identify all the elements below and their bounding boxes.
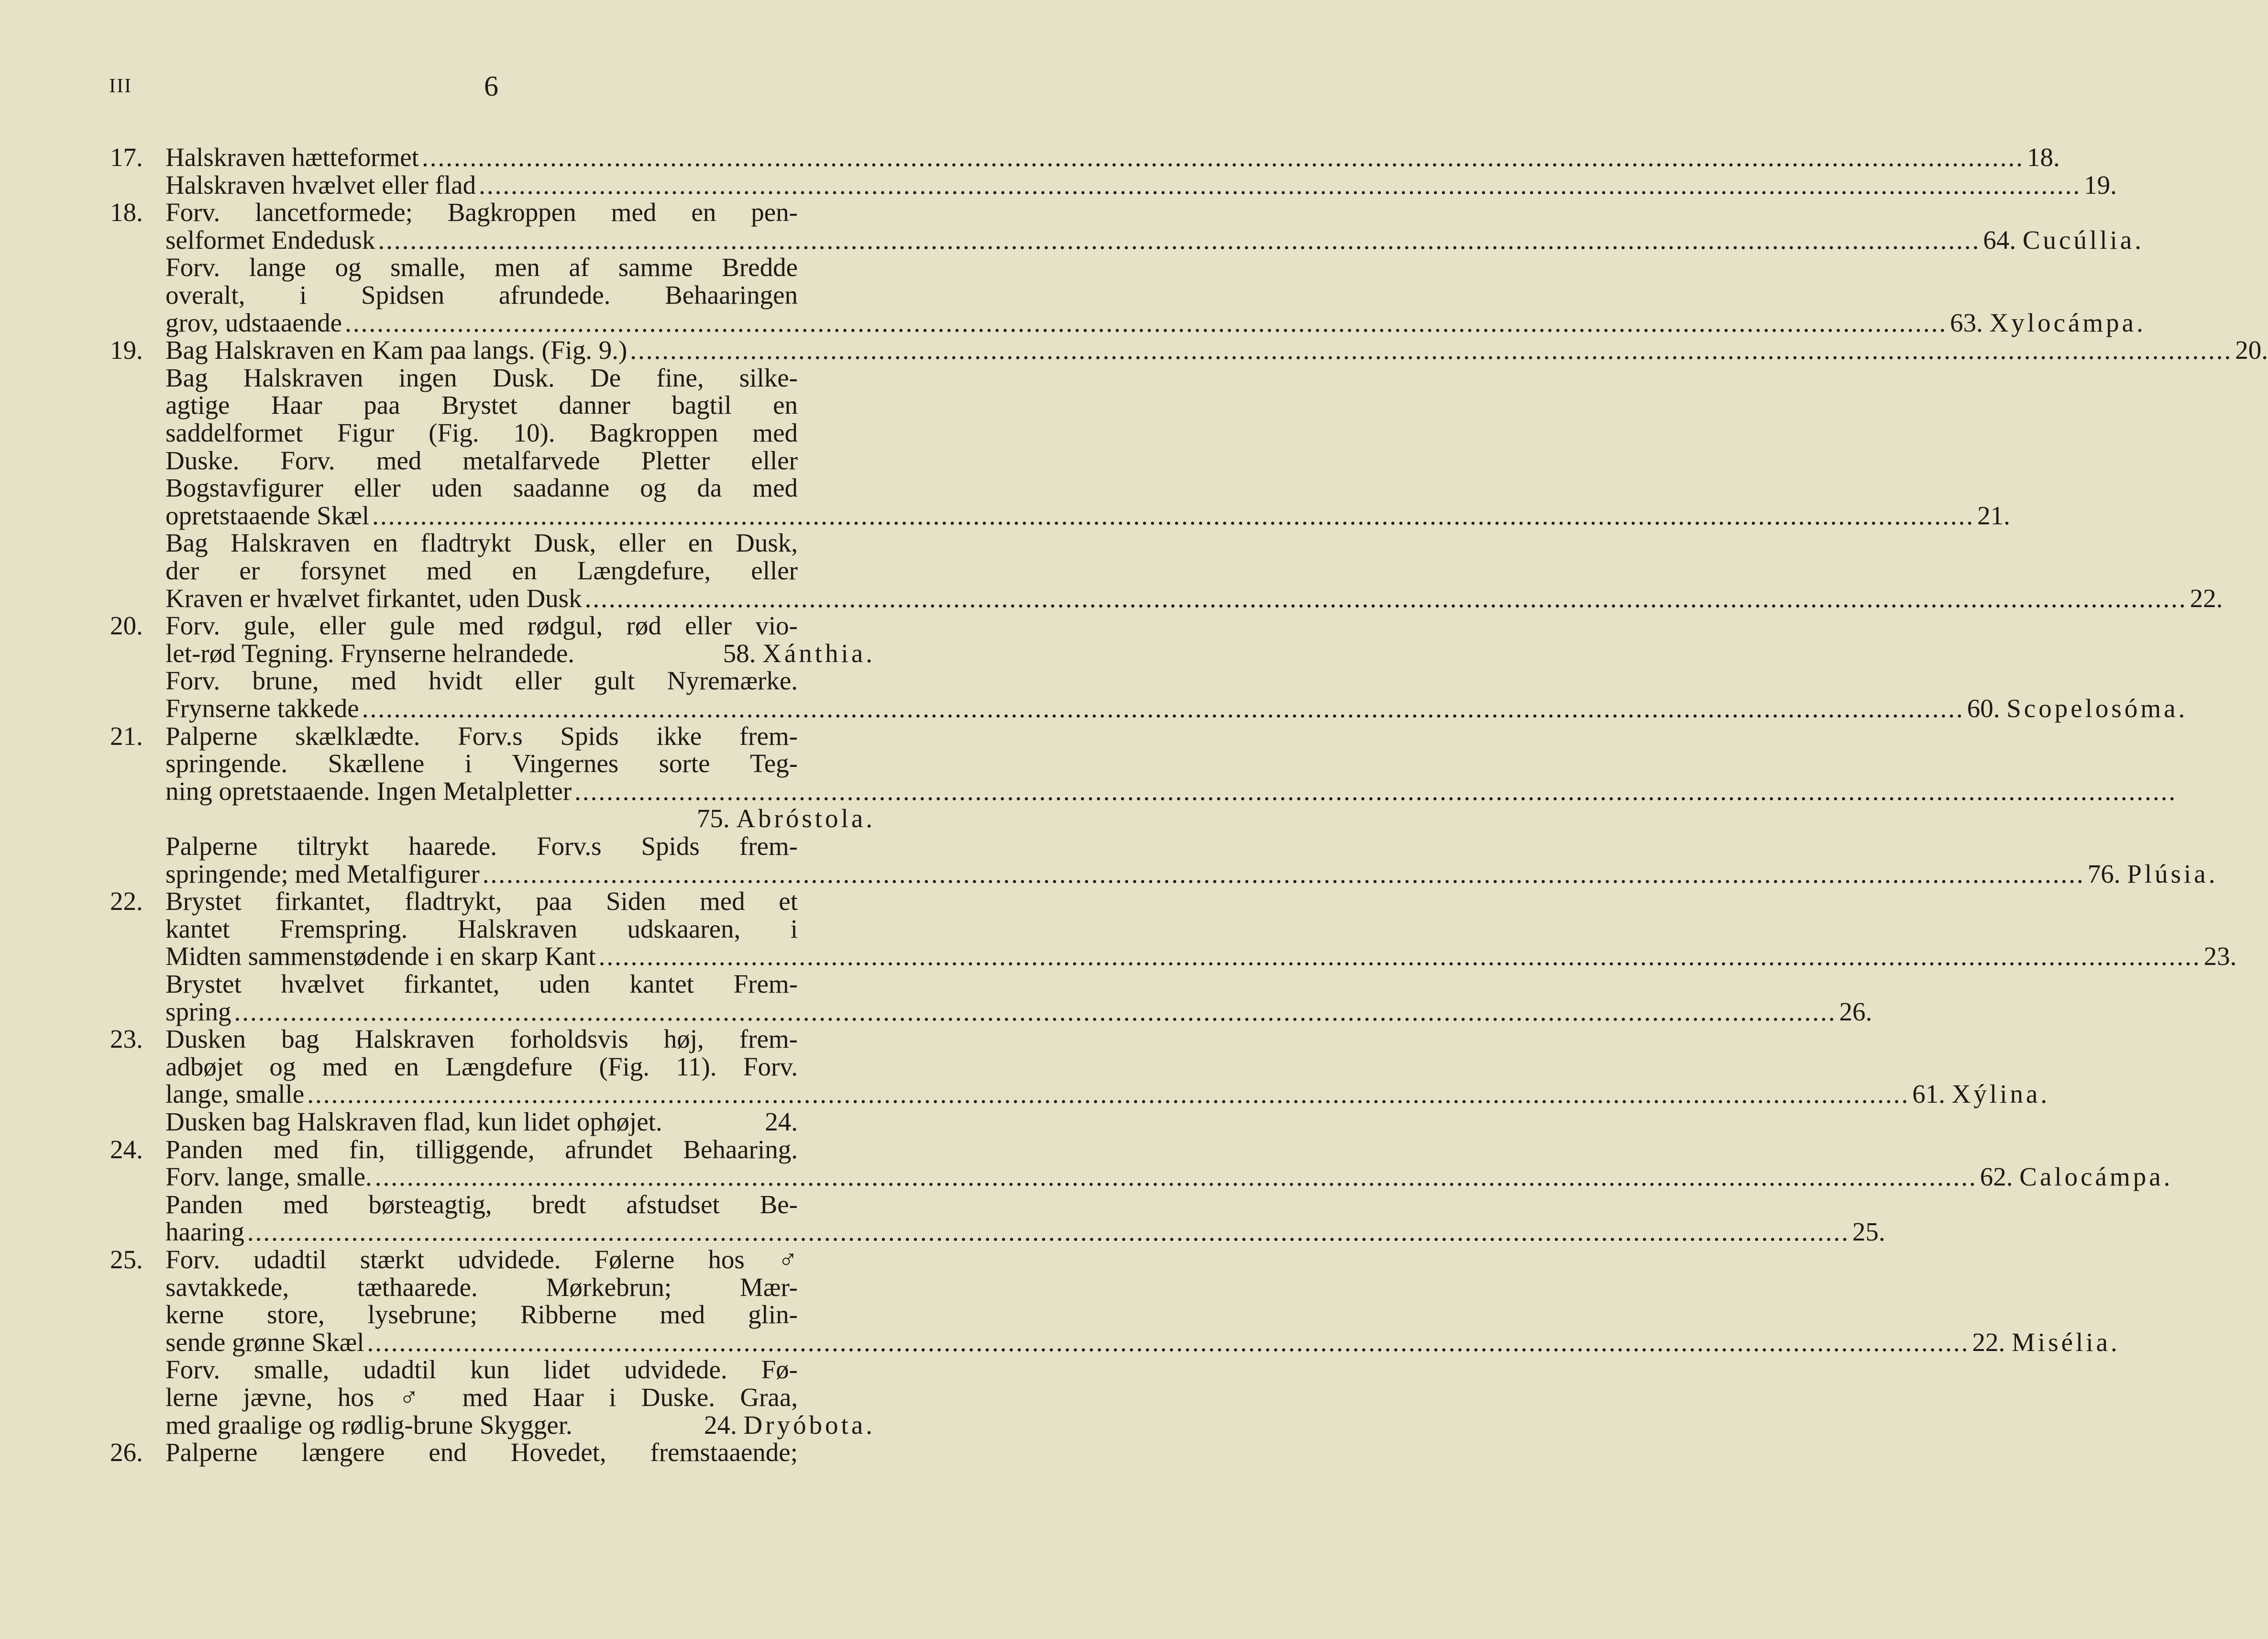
line-text: Panden med fin, tilliggende, afrundet Behaaring. <box>165 1135 798 1164</box>
key-line <box>165 805 875 832</box>
line-text: Forv. lange og smalle, men af samme Bredde <box>165 253 798 282</box>
key-line <box>165 1356 798 1384</box>
genus-name: Misélia. <box>2012 1328 2120 1357</box>
line-text: lange, smalle <box>165 1079 305 1108</box>
line-text: Bag Halskraven en fladtrykt Dusk, eller en Dusk, <box>165 528 798 557</box>
reference-number: 61. <box>1912 1079 1945 1108</box>
key-line <box>165 143 2060 172</box>
reference-number: 58. <box>723 639 756 668</box>
key-line <box>165 308 2146 337</box>
key-line <box>165 1053 798 1081</box>
line-text: let-rød Tegning. Frynserne helrandede. <box>165 639 574 668</box>
line-text: Dusken bag Halskraven forholdsvis høj, frem- <box>165 1024 798 1053</box>
line-text: Palperne skælklædte. Forv.s Spids ikke frem- <box>165 721 798 751</box>
key-line <box>165 750 798 777</box>
key-line <box>165 1079 2050 1108</box>
couplet-number: 23. <box>110 1024 143 1053</box>
line-text: der er forsynet med en Længdefure, eller <box>165 556 798 585</box>
key-line <box>165 859 2218 888</box>
couplet-number: 25. <box>110 1245 143 1274</box>
dot-leader: ........................................................................................................................................................................................................ <box>234 997 1837 1026</box>
key-line <box>165 915 798 943</box>
line-text: Forv. gule, eller gule med rødgul, rød eller vio- <box>165 611 798 640</box>
couplet-number: 19. <box>110 335 143 365</box>
reference-number: 22. <box>2190 584 2223 613</box>
reference-number: 63. <box>1950 308 1983 337</box>
line-text: Frynserne takkede <box>165 694 359 723</box>
key-line <box>165 254 798 281</box>
couplet-number: 18. <box>110 198 143 227</box>
key-line <box>165 612 798 640</box>
key-line <box>165 501 2010 530</box>
key-line <box>165 364 798 392</box>
key-line <box>165 694 2188 723</box>
line-text: ning opretstaaende. Ingen Metalpletter <box>165 776 572 806</box>
key-line <box>165 1328 2120 1357</box>
dot-leader: ........................................................................................................................................................................................................ <box>367 1328 1970 1357</box>
key-line <box>165 281 798 309</box>
key-line <box>165 1384 798 1411</box>
genus-name: Xánthia. <box>762 639 875 668</box>
key-line <box>165 225 2144 255</box>
line-text: Panden med børsteagtig, bredt afstudset Be- <box>165 1190 798 1219</box>
line-text: Palperne tiltrykt haarede. Forv.s Spids frem- <box>165 831 798 861</box>
key-line <box>165 1274 798 1301</box>
reference-number: 64. <box>1983 225 2016 255</box>
reference-number: 26. <box>1839 997 1872 1026</box>
key-line <box>165 1301 798 1329</box>
reference-number: 23. <box>2203 941 2237 971</box>
line-text: haaring <box>165 1217 244 1246</box>
couplet-number: 21. <box>110 721 143 751</box>
reference-number: 76. <box>2087 859 2121 888</box>
genus-name: Cucúllia. <box>2022 225 2144 255</box>
line-text: springende. Skællene i Vingernes sorte Teg- <box>165 749 798 778</box>
line-text: Brystet hvælvet firkantet, uden kantet Frem- <box>165 969 798 998</box>
key-line <box>165 1162 2173 1191</box>
key-line <box>165 832 798 860</box>
line-text: lerne jævne, hos ♂ med Haar i Duske. Graa, <box>165 1383 798 1412</box>
genus-name: Plúsia. <box>2127 859 2218 888</box>
reference-number: 24. <box>765 1107 798 1136</box>
reference-number: 20. <box>2235 335 2268 365</box>
reference-number: 21. <box>1977 501 2010 530</box>
couplet-number: 20. <box>110 611 143 640</box>
key-line <box>165 1439 798 1466</box>
key-line <box>165 1246 798 1274</box>
key-line <box>165 557 798 585</box>
genus-name: Calocámpa. <box>2019 1162 2173 1191</box>
line-text: Bag Halskraven ingen Dusk. De fine, silke- <box>165 363 798 392</box>
line-text: Midten sammenstødende i en skarp Kant <box>165 941 596 971</box>
dot-leader: ........................................................................................................................................................................................................ <box>482 859 2085 888</box>
key-line <box>165 447 798 475</box>
key-line <box>165 391 798 419</box>
couplet-number: 26. <box>110 1438 143 1467</box>
line-text: Forv. lange, smalle. <box>165 1162 372 1191</box>
line-text: agtige Haar paa Brystet danner bagtil en <box>165 390 798 420</box>
line-text: grov, udstaaende <box>165 308 342 337</box>
key-line <box>165 970 798 998</box>
reference-number: 62. <box>1980 1162 2013 1191</box>
dot-leader: ........................................................................................................................................................................................................ <box>374 1162 1977 1191</box>
line-text: Kraven er hvælvet firkantet, uden Dusk <box>165 584 582 613</box>
line-text: spring <box>165 997 231 1026</box>
key-line <box>165 722 798 750</box>
line-text: Halskraven hætteformet <box>165 143 419 172</box>
key-line <box>165 419 798 447</box>
line-text: Forv. brune, med hvidt eller gult Nyremærke. <box>165 666 798 695</box>
key-line <box>165 584 2223 613</box>
key-line <box>165 1411 875 1439</box>
dot-leader: ........................................................................................................................................................................................................ <box>378 225 1981 255</box>
line-text: Forv. smalle, udadtil kun lidet udvidede. Fø- <box>165 1355 798 1384</box>
genus-name: Scopelosóma. <box>2006 694 2188 723</box>
key-line <box>165 474 798 502</box>
key-line <box>165 887 798 915</box>
couplet-number: 24. <box>110 1135 143 1164</box>
line-text: savtakkede, tæthaarede. Mørkebrun; Mær- <box>165 1273 798 1302</box>
dot-leader: ........................................................................................................................................................................................................ <box>247 1217 1850 1246</box>
dot-leader: ........................................................................................................................................................................................................ <box>574 776 2177 806</box>
key-line <box>165 199 798 226</box>
key-line <box>165 776 2177 806</box>
line-text: saddelformet Figur (Fig. 10). Bagkroppen med <box>165 418 798 447</box>
dot-leader: ........................................................................................................................................................................................................ <box>630 335 2233 365</box>
line-text: Forv. udadtil stærkt udvidede. Følerne hos ♂ <box>165 1245 798 1274</box>
line-text: Bogstavfigurer eller uden saadanne og da med <box>165 473 798 502</box>
key-line <box>165 1108 798 1136</box>
key-line <box>165 335 2268 365</box>
printer-signature: III <box>109 75 132 97</box>
key-line <box>165 640 875 667</box>
line-text: Bag Halskraven en Kam paa langs. (Fig. 9.) <box>165 335 628 365</box>
key-line <box>165 941 2237 971</box>
dot-leader: ........................................................................................................................................................................................................ <box>479 170 2081 199</box>
key-line <box>165 1217 1885 1246</box>
dot-leader: ........................................................................................................................................................................................................ <box>362 694 1964 723</box>
line-text: Brystet firkantet, fladtrykt, paa Siden med et <box>165 886 798 916</box>
dot-leader: ........................................................................................................................................................................................................ <box>307 1079 1910 1108</box>
key-line <box>165 529 798 557</box>
dot-leader: ........................................................................................................................................................................................................ <box>421 143 2024 172</box>
key-line <box>165 1136 798 1163</box>
reference-number: 25. <box>1852 1217 1885 1246</box>
reference-number: 60. <box>1967 694 2000 723</box>
reference-number: 24. <box>704 1410 737 1440</box>
line-text: kantet Fremspring. Halskraven udskaaren, i <box>165 914 798 943</box>
line-text: adbøjet og med en Længdefure (Fig. 11). Forv. <box>165 1052 798 1081</box>
key-line <box>165 1025 798 1053</box>
key-line <box>165 667 798 695</box>
dot-leader: ........................................................................................................................................................................................................ <box>584 584 2187 613</box>
dot-leader: ........................................................................................................................................................................................................ <box>372 501 1975 530</box>
dot-leader: ........................................................................................................................................................................................................ <box>345 308 1948 337</box>
line-text: Duske. Forv. med metalfarvede Pletter eller <box>165 446 798 475</box>
dot-leader: ........................................................................................................................................................................................................ <box>598 941 2201 971</box>
couplet-number: 22. <box>110 886 143 916</box>
reference-number: 18. <box>2026 143 2060 172</box>
line-text: Forv. lancetformede; Bagkroppen med en pen- <box>165 198 798 227</box>
line-text: Dusken bag Halskraven flad, kun lidet ophøjet. <box>165 1107 662 1136</box>
couplet-number: 17. <box>110 143 143 172</box>
line-text: sende grønne Skæl <box>165 1328 364 1357</box>
line-text: opretstaaende Skæl <box>165 501 370 530</box>
genus-name: Abróstola. <box>736 804 875 833</box>
key-line <box>165 997 1872 1026</box>
line-text: Halskraven hvælvet eller flad <box>165 170 476 199</box>
line-text: selformet Endedusk <box>165 225 375 255</box>
reference-number: 19. <box>2084 170 2117 199</box>
line-text: kerne store, lysebrune; Ribberne med glin- <box>165 1300 798 1329</box>
reference-number: 22. <box>1972 1328 2005 1357</box>
genus-name: Xylocámpa. <box>1989 308 2146 337</box>
genus-name: Xýlina. <box>1951 1079 2050 1108</box>
key-line <box>165 1191 798 1218</box>
line-text: Palperne længere end Hovedet, fremstaaende; <box>165 1438 798 1467</box>
line-text: med graalige og rødlig-brune Skygger. <box>165 1410 573 1440</box>
genus-name: Dryóbota. <box>743 1410 875 1440</box>
page-number: 6 <box>484 70 498 102</box>
line-text: overalt, i Spidsen afrundede. Behaaringen <box>165 280 798 310</box>
line-text: springende; med Metalfigurer <box>165 859 480 888</box>
reference-number: 75. <box>696 804 730 833</box>
key-line <box>165 170 2117 199</box>
